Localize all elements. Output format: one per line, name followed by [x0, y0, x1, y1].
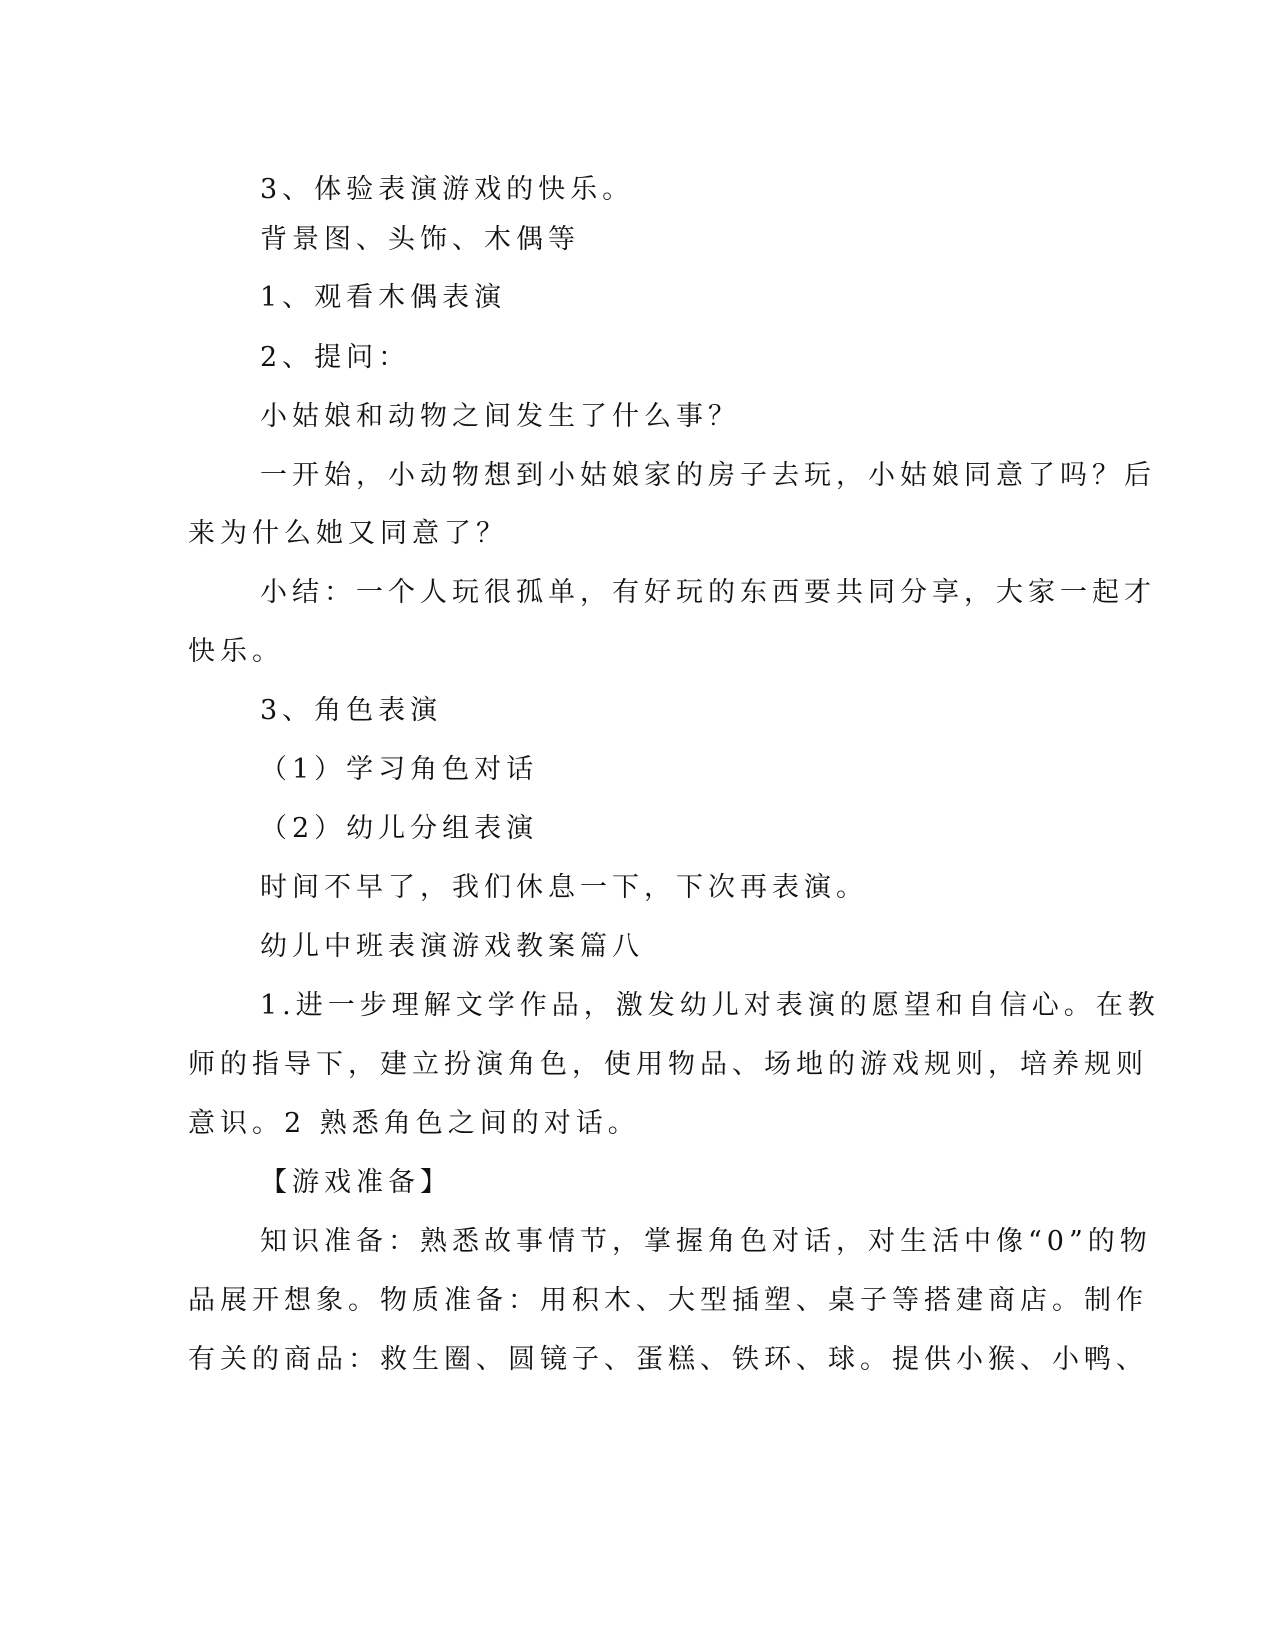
paragraph-question-2-cont: 来为什么她又同意了？: [188, 518, 508, 549]
paragraph-summary-cont: 快乐。: [188, 636, 284, 667]
paragraph-objective-cont-1: 师的指导下，建立扮演角色，使用物品、场地的游戏规则，培养规则: [188, 1049, 1148, 1080]
section-heading: 幼儿中班表演游戏教案篇八: [260, 931, 644, 962]
paragraph-step-1: 1、观看木偶表演: [260, 282, 507, 313]
paragraph-sub-1: （1）学习角色对话: [260, 754, 539, 785]
paragraph-prep-cont-1: 品展开想象。物质准备：用积木、大型插塑、桌子等搭建商店。制作: [188, 1285, 1148, 1316]
paragraph-materials: 背景图、头饰、木偶等: [260, 224, 580, 255]
paragraph-prep-cont-2: 有关的商品：救生圈、圆镜子、蛋糕、铁环、球。提供小猴、小鸭、: [188, 1344, 1148, 1375]
paragraph-question-2: 一开始，小动物想到小姑娘家的房子去玩，小姑娘同意了吗？后: [260, 460, 1156, 491]
paragraph-question-1: 小姑娘和动物之间发生了什么事？: [260, 401, 740, 432]
paragraph-sub-2: （2）幼儿分组表演: [260, 813, 539, 844]
paragraph-closing: 时间不早了，我们休息一下，下次再表演。: [260, 872, 868, 903]
paragraph-goal-3: 3、体验表演游戏的快乐。: [260, 174, 635, 205]
paragraph-objective: 1.进一步理解文学作品，激发幼儿对表演的愿望和自信心。在教: [260, 990, 1160, 1021]
paragraph-prep: 知识准备：熟悉故事情节，掌握角色对话，对生活中像“0”的物: [260, 1226, 1152, 1257]
paragraph-objective-cont-2: 意识。2 熟悉角色之间的对话。: [188, 1108, 640, 1139]
paragraph-summary: 小结：一个人玩很孤单，有好玩的东西要共同分享，大家一起才: [260, 577, 1156, 608]
paragraph-step-3: 3、角色表演: [260, 695, 443, 726]
paragraph-step-2: 2、提问：: [260, 342, 411, 373]
game-prep-heading: 【游戏准备】: [260, 1167, 452, 1198]
